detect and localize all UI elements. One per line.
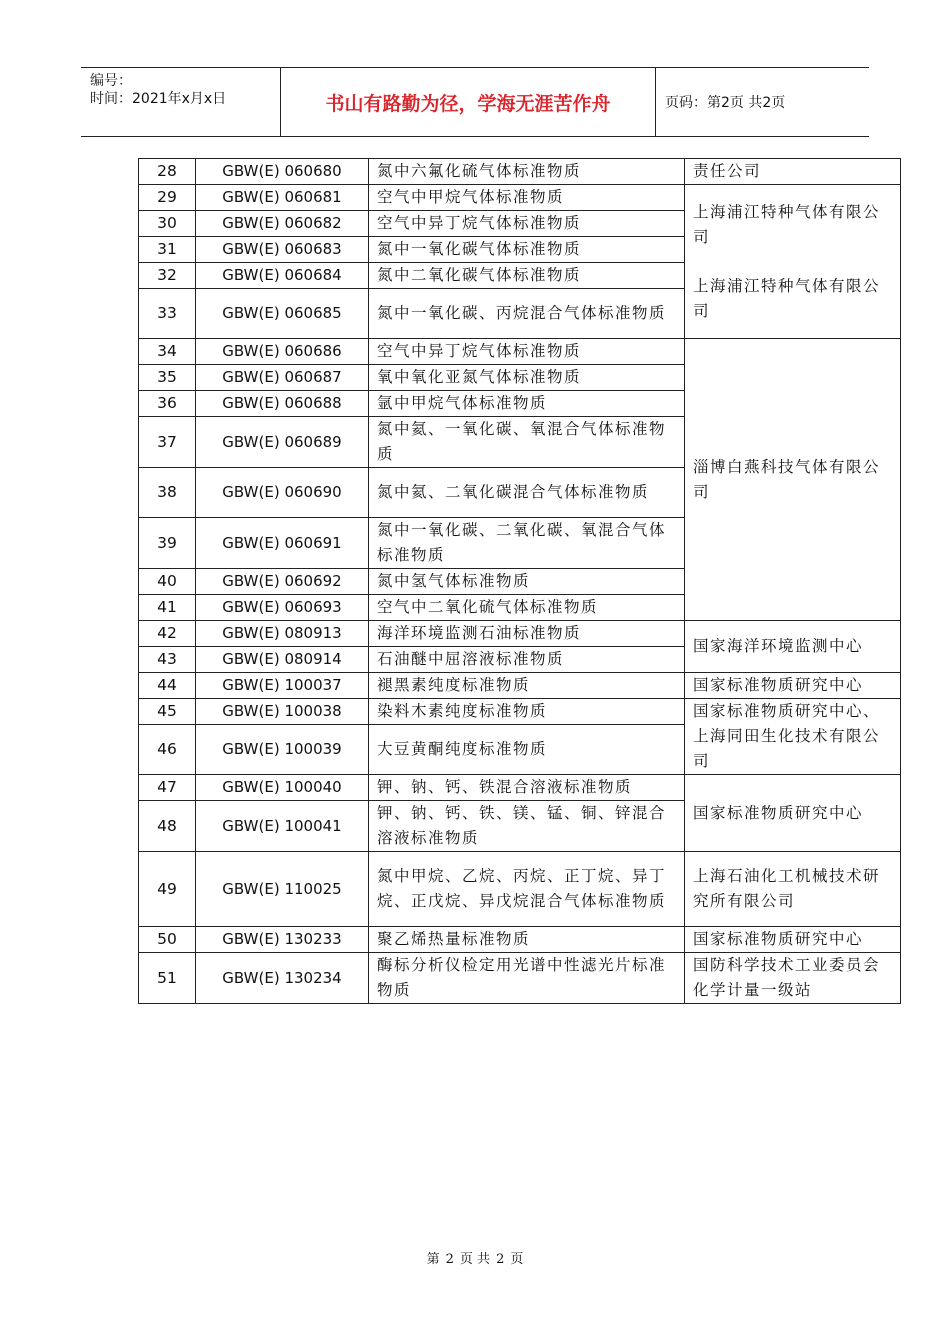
unit-name-line: 上海浦江特种气体有限公司 bbox=[693, 276, 881, 320]
table-row bbox=[139, 852, 901, 927]
row-number: 40 bbox=[139, 569, 196, 595]
material-code: GBW(E) 100038 bbox=[196, 699, 369, 725]
material-code: GBW(E) 130234 bbox=[196, 953, 369, 1004]
material-name: 氮中一氧化碳气体标准物质 bbox=[369, 237, 685, 263]
table-row bbox=[139, 673, 901, 699]
row-number: 35 bbox=[139, 365, 196, 391]
row-number: 38 bbox=[139, 468, 196, 518]
footer-suffix: 页 bbox=[510, 1252, 524, 1267]
unit-name: 国家标准物质研究中心、上海同田生化技术有限公司 bbox=[685, 699, 901, 775]
unit-name: 国家海洋环境监测中心 bbox=[685, 621, 901, 673]
material-code: GBW(E) 060691 bbox=[196, 518, 369, 569]
footer-prefix: 第 bbox=[426, 1252, 440, 1267]
header-motto: 书山有路勤为径，学海无涯苦作舟 bbox=[280, 68, 656, 136]
table-row bbox=[139, 927, 901, 953]
table-row bbox=[139, 621, 901, 647]
table-row bbox=[139, 159, 901, 185]
unit-name: 国家标准物质研究中心 bbox=[685, 673, 901, 699]
footer-total-pages: 2 bbox=[496, 1252, 505, 1267]
material-code: GBW(E) 110025 bbox=[196, 852, 369, 927]
material-code: GBW(E) 060687 bbox=[196, 365, 369, 391]
material-name: 空气中异丁烷气体标准物质 bbox=[369, 339, 685, 365]
material-code: GBW(E) 060689 bbox=[196, 417, 369, 468]
material-name: 氮中一氧化碳、丙烷混合气体标准物质 bbox=[369, 289, 685, 339]
material-name: 氮中氢气体标准物质 bbox=[369, 569, 685, 595]
document-number: 编号： bbox=[90, 73, 132, 89]
row-number: 39 bbox=[139, 518, 196, 569]
material-name: 石油醚中屈溶液标准物质 bbox=[369, 647, 685, 673]
unit-name: 责任公司 bbox=[685, 159, 901, 185]
footer-page-number: 2 bbox=[445, 1252, 454, 1267]
row-number: 49 bbox=[139, 852, 196, 927]
table-row bbox=[139, 699, 901, 725]
row-number: 48 bbox=[139, 801, 196, 852]
material-name: 氧中氧化亚氮气体标准物质 bbox=[369, 365, 685, 391]
material-name: 氮中氦、一氧化碳、氧混合气体标准物质 bbox=[369, 417, 685, 468]
page-footer bbox=[0, 1248, 950, 1267]
material-code: GBW(E) 060683 bbox=[196, 237, 369, 263]
row-number: 37 bbox=[139, 417, 196, 468]
unit-name bbox=[685, 185, 901, 339]
row-number: 43 bbox=[139, 647, 196, 673]
material-name: 聚乙烯热量标准物质 bbox=[369, 927, 685, 953]
table-row bbox=[139, 775, 901, 801]
header-page-info: 页码：第2页 共2页 bbox=[665, 95, 786, 111]
material-code: GBW(E) 080913 bbox=[196, 621, 369, 647]
material-code: GBW(E) 100037 bbox=[196, 673, 369, 699]
unit-name-line: 上海浦江特种气体有限公司 bbox=[693, 202, 881, 246]
material-name: 酶标分析仪检定用光谱中性滤光片标准物质 bbox=[369, 953, 685, 1004]
material-name: 染料木素纯度标准物质 bbox=[369, 699, 685, 725]
material-code: GBW(E) 060692 bbox=[196, 569, 369, 595]
row-number: 50 bbox=[139, 927, 196, 953]
material-code: GBW(E) 130233 bbox=[196, 927, 369, 953]
material-code: GBW(E) 060681 bbox=[196, 185, 369, 211]
material-name: 钾、钠、钙、铁、镁、锰、铜、锌混合溶液标准物质 bbox=[369, 801, 685, 852]
material-name: 氮中二氧化碳气体标准物质 bbox=[369, 263, 685, 289]
row-number: 44 bbox=[139, 673, 196, 699]
header-meta bbox=[81, 68, 280, 140]
material-code: GBW(E) 100041 bbox=[196, 801, 369, 852]
row-number: 46 bbox=[139, 725, 196, 775]
row-number: 30 bbox=[139, 211, 196, 237]
material-code: GBW(E) 060688 bbox=[196, 391, 369, 417]
unit-name: 国家标准物质研究中心 bbox=[685, 927, 901, 953]
material-code: GBW(E) 060693 bbox=[196, 595, 369, 621]
material-name: 氮中氦、二氧化碳混合气体标准物质 bbox=[369, 468, 685, 518]
row-number: 29 bbox=[139, 185, 196, 211]
row-number: 42 bbox=[139, 621, 196, 647]
unit-name: 淄博白燕科技气体有限公司 bbox=[685, 339, 901, 621]
unit-name: 国防科学技术工业委员会化学计量一级站 bbox=[685, 953, 901, 1004]
page-header bbox=[81, 67, 869, 137]
row-number: 47 bbox=[139, 775, 196, 801]
row-number: 45 bbox=[139, 699, 196, 725]
table-row bbox=[139, 953, 901, 1004]
material-name: 大豆黄酮纯度标准物质 bbox=[369, 725, 685, 775]
row-number: 36 bbox=[139, 391, 196, 417]
material-name: 海洋环境监测石油标准物质 bbox=[369, 621, 685, 647]
material-name: 空气中甲烷气体标准物质 bbox=[369, 185, 685, 211]
material-code: GBW(E) 060684 bbox=[196, 263, 369, 289]
row-number: 28 bbox=[139, 159, 196, 185]
material-code: GBW(E) 080914 bbox=[196, 647, 369, 673]
row-number: 31 bbox=[139, 237, 196, 263]
material-name: 氩中甲烷气体标准物质 bbox=[369, 391, 685, 417]
unit-name: 国家标准物质研究中心 bbox=[685, 775, 901, 852]
material-name: 氮中一氧化碳、二氧化碳、氧混合气体标准物质 bbox=[369, 518, 685, 569]
material-name: 钾、钠、钙、铁混合溶液标准物质 bbox=[369, 775, 685, 801]
row-number: 41 bbox=[139, 595, 196, 621]
material-code: GBW(E) 060685 bbox=[196, 289, 369, 339]
material-name: 空气中二氧化硫气体标准物质 bbox=[369, 595, 685, 621]
material-code: GBW(E) 060686 bbox=[196, 339, 369, 365]
reference-materials-table bbox=[138, 158, 901, 1004]
unit-name: 上海石油化工机械技术研究所有限公司 bbox=[685, 852, 901, 927]
row-number: 33 bbox=[139, 289, 196, 339]
material-name: 褪黑素纯度标准物质 bbox=[369, 673, 685, 699]
material-code: GBW(E) 100040 bbox=[196, 775, 369, 801]
material-name: 氮中甲烷、乙烷、丙烷、正丁烷、异丁烷、正戊烷、异戊烷混合气体标准物质 bbox=[369, 852, 685, 927]
material-code: GBW(E) 060690 bbox=[196, 468, 369, 518]
material-name: 氮中六氟化硫气体标准物质 bbox=[369, 159, 685, 185]
document-time: 时间：2021年x月x日 bbox=[90, 91, 227, 107]
row-number: 51 bbox=[139, 953, 196, 1004]
material-code: GBW(E) 060682 bbox=[196, 211, 369, 237]
material-code: GBW(E) 060680 bbox=[196, 159, 369, 185]
row-number: 32 bbox=[139, 263, 196, 289]
table-row bbox=[139, 339, 901, 365]
row-number: 34 bbox=[139, 339, 196, 365]
material-code: GBW(E) 100039 bbox=[196, 725, 369, 775]
footer-middle: 页 共 bbox=[459, 1252, 491, 1267]
table-row bbox=[139, 185, 901, 211]
material-name: 空气中异丁烷气体标准物质 bbox=[369, 211, 685, 237]
